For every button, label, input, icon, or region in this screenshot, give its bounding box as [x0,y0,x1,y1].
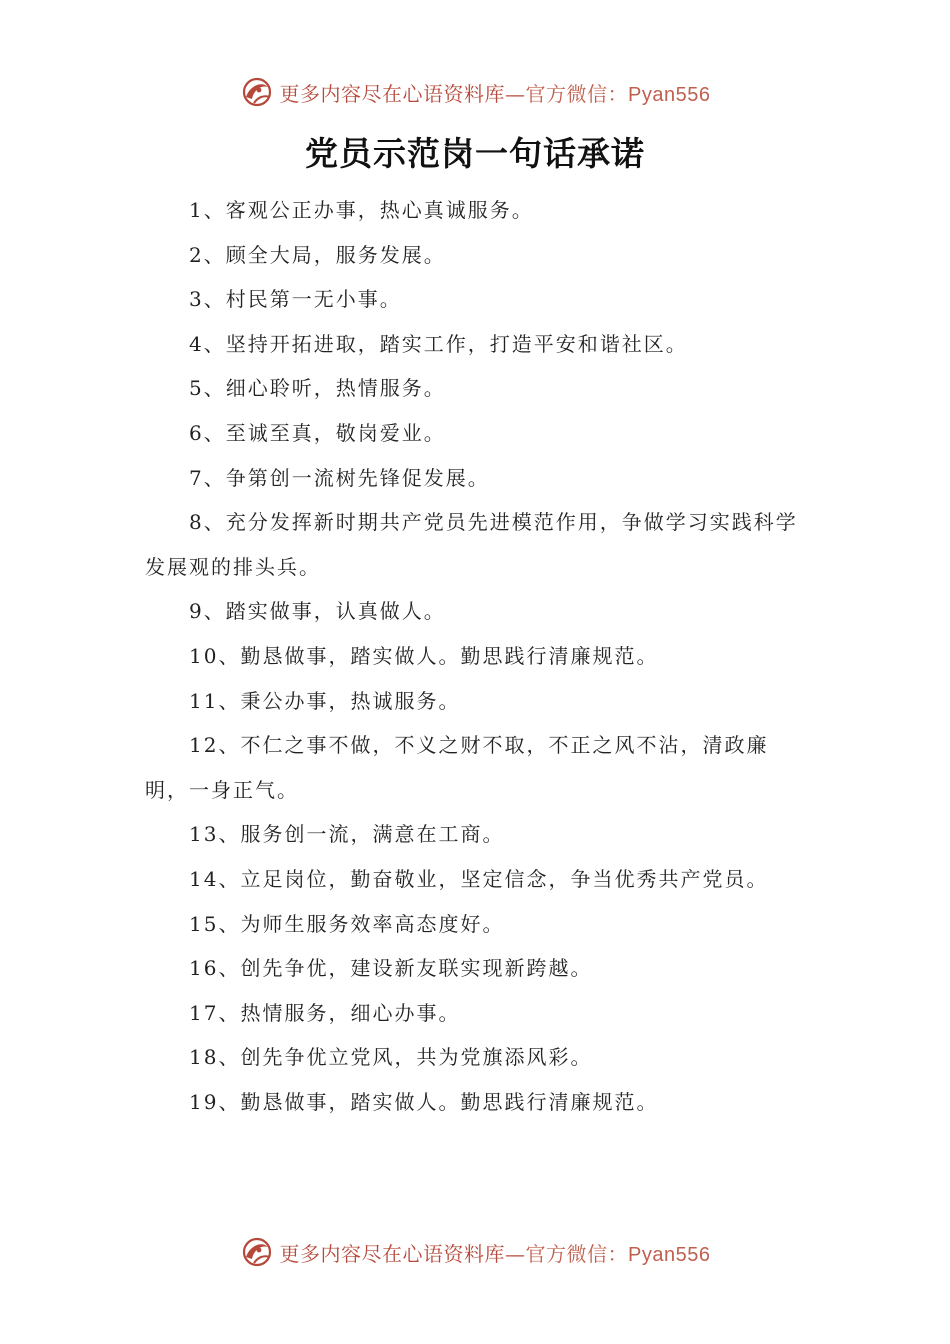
list-item: 15、为师生服务效率高态度好。 [189,911,505,936]
list-item: 4、坚持开拓进取，踏实工作，打造平安和谐社区。 [189,331,688,356]
list-item: 5、细心聆听，热情服务。 [189,376,446,401]
list-item: 8、充分发挥新时期共产党员先进模范作用，争做学习实践科学发展观的排头兵。 [145,510,798,579]
header-banner-wechat: 官方微信：Pyan556 [525,83,711,106]
list-item: 6、至诚至真，敬岗爱业。 [189,420,446,445]
list-item: 11、秉公办事，热诚服务。 [189,688,461,713]
footer-banner-wechat: 官方微信：Pyan556 [525,1243,711,1266]
list-item: 16、创先争优，建设新友联实现新跨越。 [189,956,593,981]
header-banner-brand: 更多内容尽在心语资料库 [279,81,506,106]
commitment-list [145,188,810,1124]
footer-banner-separator: — [505,1241,526,1266]
footer-banner [0,1230,950,1274]
list-item: 1、客观公正办事，热心真诚服务。 [189,198,534,222]
header-banner-separator: — [505,81,526,106]
list-item: 3、村民第一无小事。 [189,287,402,312]
list-item: 17、热情服务，细心办事。 [189,1000,461,1025]
list-item: 7、争第创一流树先锋促发展。 [189,465,490,490]
red-swirl-logo-icon [240,75,274,109]
footer-banner-text [280,1238,711,1267]
list-item: 10、勤恳做事，踏实做人。勤思践行清廉规范。 [189,643,659,668]
header-banner [0,70,950,114]
list-item: 18、创先争优立党风，共为党旗添风彩。 [189,1045,593,1070]
list-item: 12、不仁之事不做，不义之财不取，不正之风不沾，清政廉明，一身正气。 [145,733,769,802]
red-swirl-logo-icon [240,1235,274,1269]
footer-banner-brand: 更多内容尽在心语资料库 [279,1241,506,1266]
header-banner-text [280,78,711,107]
list-item: 19、勤恳做事，踏实做人。勤思践行清廉规范。 [189,1089,659,1114]
list-item: 13、服务创一流，满意在工商。 [189,822,505,847]
page-title: 党员示范岗一句话承诺 [305,134,645,173]
list-item: 2、顾全大局，服务发展。 [189,242,446,267]
list-item: 14、立足岗位，勤奋敬业，坚定信念，争当优秀共产党员。 [189,866,769,891]
list-item: 9、踏实做事，认真做人。 [189,599,446,624]
